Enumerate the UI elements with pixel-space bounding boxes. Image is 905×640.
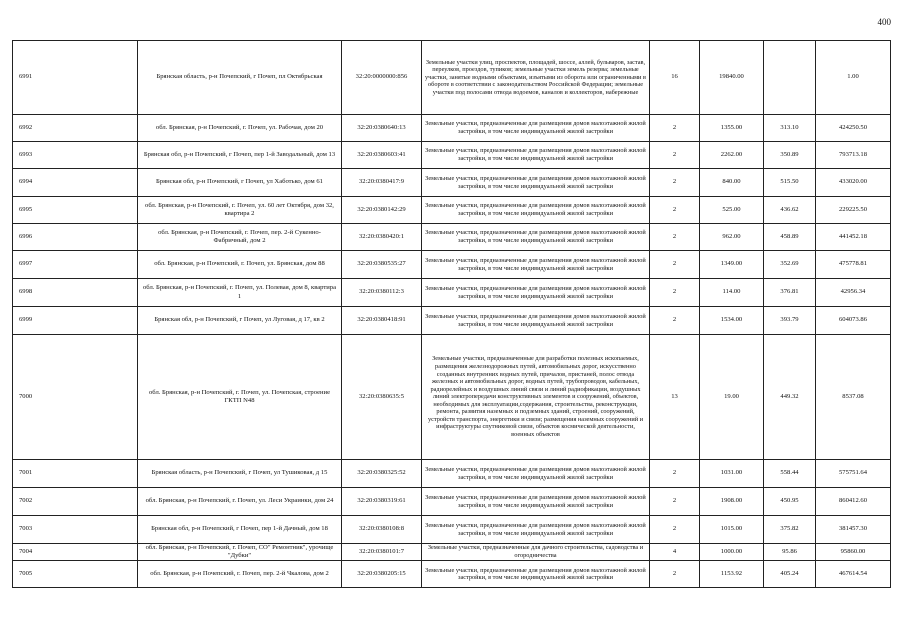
cell-group: 2 [650,197,700,224]
table-row [13,460,891,488]
cell-cadastral-value: 8537.08 [816,335,891,460]
cell-cadastral-number: 32:20:0380101:7 [342,544,422,561]
cell-rate: 393.79 [764,307,816,335]
cell-area: 2262.00 [700,142,764,169]
cell-area: 1349.00 [700,251,764,279]
cell-purpose: Земельные участки, предназначенные для размещения домов малоэтажной жилой застройки, в том числе индивидуальной жилой застройки [422,251,650,279]
cell-address: обл. Брянская, р-н Почепский, г. Почеп, пер. 2-й Сукенно-Фабричный, дом 2 [138,224,342,251]
cell-purpose: Земельные участки, предназначенные для размещения домов малоэтажной жилой застройки, в том числе индивидуальной жилой застройки [422,488,650,516]
cell-cadastral-value: 95860.00 [816,544,891,561]
cell-group: 2 [650,307,700,335]
cell-address: обл. Брянская, р-н Почепский, г. Почеп, СО" Ремонтник", урочище "Дубки" [138,544,342,561]
cell-number: 6994 [13,169,138,197]
cell-cadastral-number: 32:20:0380535:27 [342,251,422,279]
table-row [13,251,891,279]
cell-number: 7003 [13,516,138,544]
cell-number: 7002 [13,488,138,516]
cell-cadastral-value: 1.00 [816,41,891,115]
table-row [13,142,891,169]
cell-number: 6999 [13,307,138,335]
cell-area: 1153.92 [700,561,764,588]
cell-group: 2 [650,115,700,142]
cell-address: обл. Брянская, р-н Почепский, г. Почеп, ул. Почепская, строение ГКТП N48 [138,335,342,460]
cell-group: 2 [650,516,700,544]
cell-purpose: Земельные участки, предназначенные для размещения домов малоэтажной жилой застройки, в том числе индивидуальной жилой застройки [422,142,650,169]
cell-rate: 313.10 [764,115,816,142]
cell-rate: 449.32 [764,335,816,460]
cell-cadastral-number: 32:20:0380418:91 [342,307,422,335]
cell-cadastral-number: 32:20:0000000:856 [342,41,422,115]
cell-group: 2 [650,224,700,251]
cell-number: 7001 [13,460,138,488]
cell-area: 114.00 [700,279,764,307]
cell-rate: 515.50 [764,169,816,197]
table-row [13,279,891,307]
cell-area: 962.00 [700,224,764,251]
cell-group: 2 [650,251,700,279]
cell-rate: 405.24 [764,561,816,588]
cell-rate: 352.69 [764,251,816,279]
cell-cadastral-value: 467614.54 [816,561,891,588]
cell-group: 2 [650,169,700,197]
cell-cadastral-number: 32:20:0380112:3 [342,279,422,307]
cell-number: 6993 [13,142,138,169]
cell-cadastral-value: 433020.00 [816,169,891,197]
cell-cadastral-number: 32:20:0380142:29 [342,197,422,224]
cell-group: 2 [650,561,700,588]
cell-cadastral-value: 441452.18 [816,224,891,251]
table-row [13,488,891,516]
cell-rate: 95.86 [764,544,816,561]
cell-area: 1534.00 [700,307,764,335]
cell-purpose: Земельные участки, предназначенные для дачного строительства, садоводства и огородничества [422,544,650,561]
cell-cadastral-value: 475778.81 [816,251,891,279]
cell-cadastral-number: 32:20:0380603:41 [342,142,422,169]
table-row [13,115,891,142]
cell-number: 7004 [13,544,138,561]
table-row [13,561,891,588]
cell-rate: 558.44 [764,460,816,488]
cell-cadastral-number: 32:20:0380417:9 [342,169,422,197]
cell-cadastral-number: 32:20:0380325:52 [342,460,422,488]
cell-purpose: Земельные участки, предназначенные для размещения домов малоэтажной жилой застройки, в том числе индивидуальной жилой застройки [422,224,650,251]
table-row [13,544,891,561]
cell-address: Брянская обл, р-н Почепский, г Почеп, ул Хаботько, дом 61 [138,169,342,197]
table-row [13,41,891,115]
cell-rate [764,41,816,115]
cell-number: 6997 [13,251,138,279]
cell-cadastral-value: 424250.50 [816,115,891,142]
table-row [13,516,891,544]
cell-address: Брянская обл, р-н Почепский, г Почеп, пер 1-й Дачный, дом 18 [138,516,342,544]
cell-cadastral-number: 32:20:0380635:5 [342,335,422,460]
cell-purpose: Земельные участки, предназначенные для размещения домов малоэтажной жилой застройки, в том числе индивидуальной жилой застройки [422,169,650,197]
cell-address: обл. Брянская, р-н Почепский, г. Почеп, пер. 2-й Чкалова, дом 2 [138,561,342,588]
cell-cadastral-number: 32:20:0380420:1 [342,224,422,251]
cell-rate: 375.82 [764,516,816,544]
table-row [13,169,891,197]
cell-area: 1000.00 [700,544,764,561]
cell-number: 7005 [13,561,138,588]
cell-area: 19.00 [700,335,764,460]
cell-group: 4 [650,544,700,561]
cell-number: 7000 [13,335,138,460]
cell-cadastral-value: 860412.60 [816,488,891,516]
cell-number: 6991 [13,41,138,115]
cell-area: 1355.00 [700,115,764,142]
cell-address: обл. Брянская, р-н Почепский, г. Почеп, ул. Брянская, дом 88 [138,251,342,279]
page-number: 400 [877,17,891,27]
cell-area: 19840.00 [700,41,764,115]
table-row [13,307,891,335]
cell-purpose: Земельные участки, предназначенные для размещения домов малоэтажной жилой застройки, в том числе индивидуальной жилой застройки [422,307,650,335]
cell-purpose: Земельные участки, предназначенные для размещения домов малоэтажной жилой застройки, в том числе индивидуальной жилой застройки [422,561,650,588]
cell-area: 1015.00 [700,516,764,544]
cell-cadastral-number: 32:20:0380108:8 [342,516,422,544]
cell-number: 6996 [13,224,138,251]
cell-address: обл. Брянская, р-н Почепский, г. Почеп, ул. Леси Украинки, дом 24 [138,488,342,516]
cell-cadastral-number: 32:20:0380319:61 [342,488,422,516]
cell-cadastral-number: 32:20:0380640:13 [342,115,422,142]
land-parcels-table [12,40,891,588]
cell-purpose: Земельные участки, предназначенные для размещения домов малоэтажной жилой застройки, в том числе индивидуальной жилой застройки [422,460,650,488]
cell-group: 13 [650,335,700,460]
cell-purpose: Земельные участки, предназначенные для размещения домов малоэтажной жилой застройки, в том числе индивидуальной жилой застройки [422,197,650,224]
table-row [13,335,891,460]
cell-number: 6995 [13,197,138,224]
cell-address: обл. Брянская, р-н Почепский, г. Почеп, ул. Полевая, дом 8, квартира 1 [138,279,342,307]
cell-number: 6998 [13,279,138,307]
cell-cadastral-value: 381457.30 [816,516,891,544]
table-row [13,197,891,224]
cell-cadastral-number: 32:20:0380205:15 [342,561,422,588]
cell-address: обл. Брянская, р-н Почепский, г. Почеп, ул. Рабочая, дом 20 [138,115,342,142]
cell-address: Брянская область, р-н Почепский, г Почеп, пл Октябрьская [138,41,342,115]
cell-number: 6992 [13,115,138,142]
cell-address: обл. Брянская, р-н Почепский, г. Почеп, ул. 60 лет Октября, дом 32, квартира 2 [138,197,342,224]
cell-area: 525.00 [700,197,764,224]
cell-purpose: Земельные участки, предназначенные для размещения домов малоэтажной жилой застройки, в том числе индивидуальной жилой застройки [422,279,650,307]
cell-purpose: Земельные участки улиц, проспектов, площадей, шоссе, аллей, бульваров, застав, переулков, проездов, тупиков; земельные участки земель резерва; земельные участки, занятые водными объектами, изъятыми из оборота или ограниченными в обороте в соответствии с законодательством Российской Федерации; земельные участки под полосами отвода водоемов, каналов и коллекторов, набережные [422,41,650,115]
cell-address: Брянская область, р-н Почепский, г Почеп, ул Тушиковая, д 15 [138,460,342,488]
cell-group: 2 [650,460,700,488]
cell-area: 840.00 [700,169,764,197]
cell-cadastral-value: 575751.64 [816,460,891,488]
cell-purpose: Земельные участки, предназначенные для размещения домов малоэтажной жилой застройки, в том числе индивидуальной жилой застройки [422,516,650,544]
cell-rate: 376.81 [764,279,816,307]
cell-cadastral-value: 229225.50 [816,197,891,224]
cell-purpose: Земельные участки, предназначенные для размещения домов малоэтажной жилой застройки, в том числе индивидуальной жилой застройки [422,115,650,142]
cell-rate: 458.89 [764,224,816,251]
cell-group: 2 [650,488,700,516]
cell-address: Брянская обл, р-н Почепский, г Почеп, пер 1-й Заводальный, дом 13 [138,142,342,169]
cell-group: 2 [650,142,700,169]
cell-cadastral-value: 604073.86 [816,307,891,335]
cell-address: Брянская обл, р-н Почепский, г Почеп, ул Луговая, д 17, кв 2 [138,307,342,335]
table-row [13,224,891,251]
cell-group: 16 [650,41,700,115]
cell-purpose: Земельные участки, предназначенные для разработки полезных ископаемых, размещения железнодорожных путей, автомобильных дорог, искусственно созданных внутренних водных путей, причалов, пристаней, полос отвода железных и автомобильных дорог, водных путей, трубопроводов, кабельных, радиорелейных и воздушных линий связи и линий радиофикации, воздушных линий электропередачи конструктивных элементов и сооружений, объектов, необходимых для эксплуатации,содержания, строительства, реконструкции, ремонта, развития наземных и подземных зданий, строений, сооружений, устройств транспорта, энергетики и связи; размещения наземных сооружений и инфраструктуры спутниковой связи, объектов космической деятельности, военных объектов [422,335,650,460]
cell-area: 1031.00 [700,460,764,488]
cell-area: 1908.00 [700,488,764,516]
cell-group: 2 [650,279,700,307]
cell-rate: 450.95 [764,488,816,516]
cell-cadastral-value: 793713.18 [816,142,891,169]
cell-rate: 350.89 [764,142,816,169]
cell-rate: 436.62 [764,197,816,224]
cell-cadastral-value: 42956.34 [816,279,891,307]
